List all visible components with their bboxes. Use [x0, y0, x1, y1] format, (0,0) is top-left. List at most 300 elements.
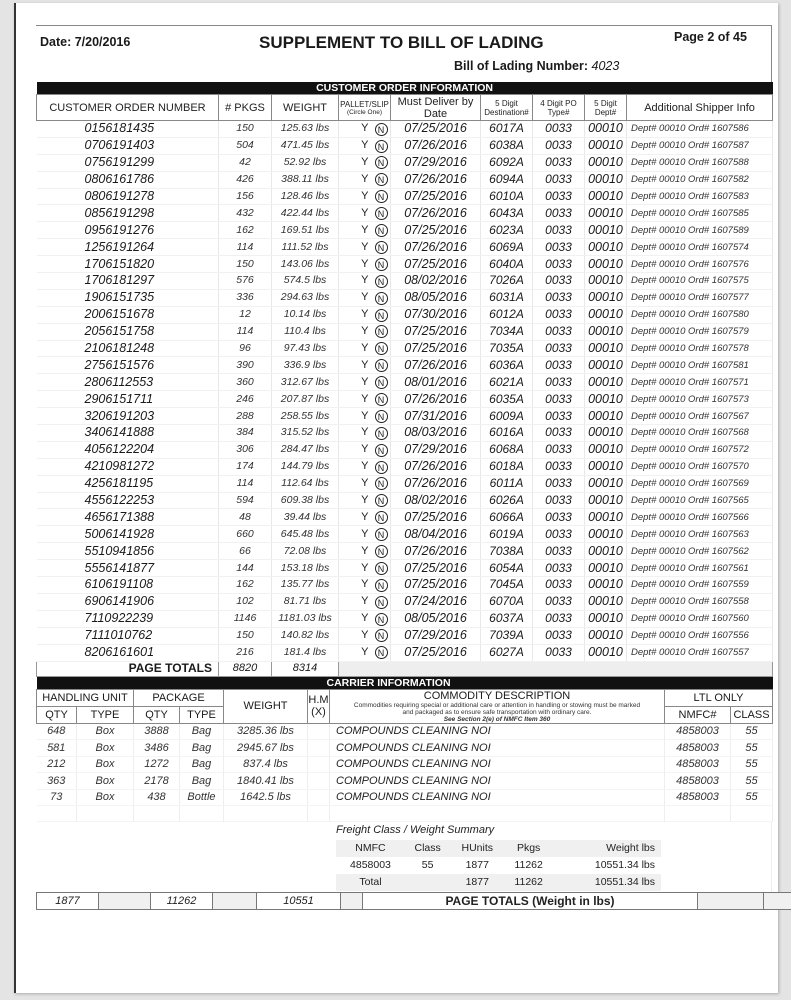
pallet-n: [375, 560, 391, 577]
shipper-info: Dept# 00010 Ord# 1607585: [627, 205, 773, 222]
nmfc-number: 4858003: [665, 773, 731, 790]
summary-nmfc: 4858003: [350, 859, 391, 871]
hu-type: Box: [77, 723, 134, 740]
order-row: [37, 425, 773, 442]
circled-n-mark: N: [375, 376, 388, 389]
order-number: 5556141877: [37, 560, 219, 577]
hm-mark: [308, 789, 330, 806]
order-weight: 294.63 lbs: [272, 289, 339, 306]
pallet-n: [375, 239, 391, 256]
order-pkgs: 114: [219, 323, 272, 340]
total-pkg-qty: 11262: [151, 893, 213, 910]
pallet-n: [375, 610, 391, 627]
deliver-date: 07/26/2016: [391, 205, 481, 222]
hu-type: Box: [77, 740, 134, 757]
dept-number: 00010: [585, 323, 627, 340]
order-row: [37, 560, 773, 577]
dept-number: 00010: [585, 306, 627, 323]
summary-area: [36, 822, 772, 892]
shipper-info: Dept# 00010 Ord# 1607562: [627, 543, 773, 560]
circled-n-mark: N: [375, 477, 388, 490]
order-pkgs: 384: [219, 425, 272, 442]
destination-code: 6070A: [481, 593, 533, 610]
carrier-section-title: CARRIER INFORMATION: [37, 677, 773, 690]
shipper-info: Dept# 00010 Ord# 1607588: [627, 154, 773, 171]
pallet-n: [375, 492, 391, 509]
pallet-y: Y: [339, 593, 375, 610]
shipper-info: Dept# 00010 Ord# 1607577: [627, 289, 773, 306]
circled-n-mark: N: [375, 596, 388, 609]
destination-code: 7026A: [481, 273, 533, 290]
pallet-n: [375, 273, 391, 290]
pallet-n: [375, 188, 391, 205]
shipper-info: Dept# 00010 Ord# 1607589: [627, 222, 773, 239]
order-row: [37, 644, 773, 661]
pallet-y: Y: [339, 441, 375, 458]
col-po-type: 4 Digit PO Type#: [533, 95, 585, 121]
bill-of-lading-number: [454, 59, 619, 73]
pkg-type: Bag: [180, 773, 224, 790]
circled-n-mark: N: [375, 292, 388, 305]
circled-n-mark: N: [375, 173, 388, 186]
summary-class: 55: [421, 859, 434, 871]
order-weight: 471.45 lbs: [272, 137, 339, 154]
dept-number: 00010: [585, 577, 627, 594]
deliver-date: 07/25/2016: [391, 121, 481, 138]
summary-total-row: [336, 874, 661, 891]
order-weight: 181.4 lbs: [272, 644, 339, 661]
hu-qty: 212: [37, 756, 77, 773]
order-number: 4256181195: [37, 475, 219, 492]
circled-n-mark: N: [375, 545, 388, 558]
order-weight: 388.11 lbs: [272, 171, 339, 188]
hu-qty: 363: [37, 773, 77, 790]
col-pallet-slip: [339, 95, 391, 121]
pallet-y: Y: [339, 560, 375, 577]
order-pkgs: 576: [219, 273, 272, 290]
pallet-y: Y: [339, 627, 375, 644]
order-number: 0806191278: [37, 188, 219, 205]
pallet-y: Y: [339, 458, 375, 475]
page-number: Page 2 of 45: [674, 30, 747, 44]
deliver-date: 07/26/2016: [391, 137, 481, 154]
col-ltl-only: LTL ONLY: [665, 689, 773, 706]
pallet-n: [375, 205, 391, 222]
deliver-date: 08/05/2016: [391, 610, 481, 627]
order-number: 5006141928: [37, 526, 219, 543]
hm-mark: [308, 723, 330, 740]
dept-number: 00010: [585, 357, 627, 374]
order-weight: 1181.03 lbs: [272, 610, 339, 627]
commodity-desc: COMPOUNDS CLEANING NOI: [330, 740, 665, 757]
order-row: [37, 222, 773, 239]
col-destination: 5 Digit Destination#: [481, 95, 533, 121]
bol-label: Bill of Lading Number:: [454, 59, 589, 73]
po-type: 0033: [533, 560, 585, 577]
destination-code: 6012A: [481, 306, 533, 323]
commodity-ref-text: See Section 2(e) of NMFC Item 360: [443, 715, 551, 723]
order-pkgs: 174: [219, 458, 272, 475]
bol-value: 4023: [591, 59, 620, 73]
carrier-header-row-1: [37, 689, 773, 706]
dept-number: 00010: [585, 593, 627, 610]
deliver-date: 07/25/2016: [391, 577, 481, 594]
carrier-row: [37, 773, 773, 790]
destination-code: 6069A: [481, 239, 533, 256]
pkg-type: Bottle: [180, 789, 224, 806]
shipper-info: Dept# 00010 Ord# 1607557: [627, 644, 773, 661]
order-weight: 112.64 lbs: [272, 475, 339, 492]
order-pkgs: 42: [219, 154, 272, 171]
order-row: [37, 408, 773, 425]
pallet-y: Y: [339, 154, 375, 171]
top-border-line: [36, 25, 771, 26]
destination-code: 6031A: [481, 289, 533, 306]
pallet-n: [375, 171, 391, 188]
order-number: 3206191203: [37, 408, 219, 425]
pallet-y: Y: [339, 509, 375, 526]
dept-number: 00010: [585, 239, 627, 256]
destination-code: 6019A: [481, 526, 533, 543]
pallet-n: [375, 391, 391, 408]
po-type: 0033: [533, 306, 585, 323]
order-pkgs: 48: [219, 509, 272, 526]
order-pkgs: 660: [219, 526, 272, 543]
circled-n-mark: N: [375, 123, 388, 136]
po-type: 0033: [533, 340, 585, 357]
pallet-n: [375, 357, 391, 374]
pkg-type: Bag: [180, 740, 224, 757]
destination-code: 7035A: [481, 340, 533, 357]
shipper-info: Dept# 00010 Ord# 1607567: [627, 408, 773, 425]
po-type: 0033: [533, 239, 585, 256]
col-hu-qty: QTY: [37, 706, 77, 723]
order-weight: 10.14 lbs: [272, 306, 339, 323]
document-title: SUPPLEMENT TO BILL OF LADING: [259, 33, 544, 52]
po-type: 0033: [533, 171, 585, 188]
shipper-info: Dept# 00010 Ord# 1607578: [627, 340, 773, 357]
order-pkgs: 150: [219, 627, 272, 644]
summary-col-weight: Weight lbs: [553, 840, 661, 857]
order-pkgs: 594: [219, 492, 272, 509]
shipper-info: Dept# 00010 Ord# 1607569: [627, 475, 773, 492]
po-type: 0033: [533, 425, 585, 442]
total-carrier-weight: 10551: [257, 893, 341, 910]
pallet-y: Y: [339, 475, 375, 492]
shipper-info: Dept# 00010 Ord# 1607568: [627, 425, 773, 442]
order-weight: 97.43 lbs: [272, 340, 339, 357]
deliver-date: 07/25/2016: [391, 644, 481, 661]
commodity-ref: [330, 716, 664, 723]
po-type: 0033: [533, 256, 585, 273]
circled-n-mark: N: [375, 629, 388, 642]
col-pallet-label: PALLET/SLIP: [340, 99, 389, 109]
total-class-blank: [764, 893, 791, 910]
po-type: 0033: [533, 644, 585, 661]
order-number: 0706191403: [37, 137, 219, 154]
col-dept: 5 Digit Dept#: [585, 95, 627, 121]
order-pkgs: 216: [219, 644, 272, 661]
pallet-y: Y: [339, 425, 375, 442]
pkg-qty: 438: [134, 789, 180, 806]
order-number: 1256191264: [37, 239, 219, 256]
dept-number: 00010: [585, 171, 627, 188]
empty-cell: [308, 806, 330, 822]
pallet-n: [375, 121, 391, 138]
nmfc-number: 4858003: [665, 723, 731, 740]
order-weight: 39.44 lbs: [272, 509, 339, 526]
empty-cell: [330, 806, 665, 822]
destination-code: 7038A: [481, 543, 533, 560]
order-number: 2806112553: [37, 374, 219, 391]
order-pkgs: 504: [219, 137, 272, 154]
destination-code: 6011A: [481, 475, 533, 492]
shipper-info: Dept# 00010 Ord# 1607556: [627, 627, 773, 644]
summary-hunits: 1877: [465, 859, 489, 871]
document-date: Date: 7/20/2016: [40, 35, 131, 49]
order-weight: 312.67 lbs: [272, 374, 339, 391]
summary-col-hunits: HUnits: [450, 840, 504, 857]
order-weight: 336.9 lbs: [272, 357, 339, 374]
dept-number: 00010: [585, 121, 627, 138]
pkg-type: Bag: [180, 756, 224, 773]
dept-number: 00010: [585, 408, 627, 425]
circled-n-mark: N: [375, 494, 388, 507]
circled-n-mark: N: [375, 444, 388, 457]
shipper-info: Dept# 00010 Ord# 1607574: [627, 239, 773, 256]
document-body: [36, 82, 772, 910]
order-number: 0756191299: [37, 154, 219, 171]
deliver-date: 07/25/2016: [391, 560, 481, 577]
order-weight: 422.44 lbs: [272, 205, 339, 222]
summary-col-class: Class: [405, 840, 450, 857]
order-row: [37, 577, 773, 594]
po-type: 0033: [533, 543, 585, 560]
po-type: 0033: [533, 441, 585, 458]
order-number: 1706181297: [37, 273, 219, 290]
col-carrier-weight: WEIGHT: [224, 689, 308, 723]
order-weight: 128.46 lbs: [272, 188, 339, 205]
shipper-info: Dept# 00010 Ord# 1607580: [627, 306, 773, 323]
order-number: 4056122204: [37, 441, 219, 458]
po-type: 0033: [533, 205, 585, 222]
deliver-date: 08/02/2016: [391, 492, 481, 509]
order-number: 2756151576: [37, 357, 219, 374]
pallet-n: [375, 289, 391, 306]
order-row: [37, 543, 773, 560]
deliver-date: 07/26/2016: [391, 357, 481, 374]
freight-summary-title: Freight Class / Weight Summary: [336, 824, 495, 836]
order-weight: 72.08 lbs: [272, 543, 339, 560]
circled-n-mark: N: [375, 342, 388, 355]
pallet-y: Y: [339, 256, 375, 273]
pallet-y: Y: [339, 644, 375, 661]
order-row: [37, 627, 773, 644]
pallet-y: Y: [339, 492, 375, 509]
carrier-page-totals: [36, 892, 791, 910]
order-pkgs: 114: [219, 475, 272, 492]
customer-order-section-title: CUSTOMER ORDER INFORMATION: [37, 82, 773, 95]
dept-number: 00010: [585, 222, 627, 239]
hm-mark: [308, 740, 330, 757]
destination-code: 6092A: [481, 154, 533, 171]
order-weight: 111.52 lbs: [272, 239, 339, 256]
deliver-date: 07/25/2016: [391, 340, 481, 357]
shipper-info: Dept# 00010 Ord# 1607565: [627, 492, 773, 509]
total-hu-qty: 1877: [37, 893, 99, 910]
po-type: 0033: [533, 137, 585, 154]
order-row: [37, 610, 773, 627]
po-type: 0033: [533, 323, 585, 340]
pallet-y: Y: [339, 543, 375, 560]
dept-number: 00010: [585, 560, 627, 577]
order-weight: 153.18 lbs: [272, 560, 339, 577]
pallet-n: [375, 408, 391, 425]
order-number: 0156181435: [37, 121, 219, 138]
totals-filler: [339, 661, 773, 676]
summary-total-weight: 10551.34 lbs: [553, 874, 661, 891]
order-pkgs: 12: [219, 306, 272, 323]
summary-total-label: Total: [336, 874, 405, 891]
circled-n-mark: N: [375, 207, 388, 220]
order-weight: 143.06 lbs: [272, 256, 339, 273]
pallet-n: [375, 593, 391, 610]
nmfc-number: 4858003: [665, 756, 731, 773]
circled-n-mark: N: [375, 275, 388, 288]
hm-mark: [308, 756, 330, 773]
pkg-type: Bag: [180, 723, 224, 740]
circled-n-mark: N: [375, 359, 388, 372]
shipper-info: Dept# 00010 Ord# 1607583: [627, 188, 773, 205]
order-row: [37, 171, 773, 188]
deliver-date: 07/25/2016: [391, 188, 481, 205]
commodity-note: Commodities requiring special or additional care or attention in handling or stowing must be marked and packaged as to ensure safe transportation with ordinary care.: [353, 701, 641, 716]
po-type: 0033: [533, 154, 585, 171]
pallet-n: [375, 256, 391, 273]
pallet-y: Y: [339, 188, 375, 205]
order-number: 6906141906: [37, 593, 219, 610]
order-weight: 258.55 lbs: [272, 408, 339, 425]
order-row: [37, 239, 773, 256]
destination-code: 6066A: [481, 509, 533, 526]
pallet-n: [375, 627, 391, 644]
hu-type: Box: [77, 789, 134, 806]
dept-number: 00010: [585, 441, 627, 458]
order-weight: 169.51 lbs: [272, 222, 339, 239]
pallet-n: [375, 374, 391, 391]
freight-class: 55: [731, 789, 773, 806]
circled-n-mark: N: [375, 646, 388, 659]
deliver-date: 08/04/2016: [391, 526, 481, 543]
destination-code: 6010A: [481, 188, 533, 205]
order-weight: 574.5 lbs: [272, 273, 339, 290]
pallet-y: Y: [339, 239, 375, 256]
order-pkgs: 426: [219, 171, 272, 188]
total-weight: 8314: [272, 661, 339, 676]
carrier-weight: 837.4 lbs: [224, 756, 308, 773]
order-weight: 284.47 lbs: [272, 441, 339, 458]
col-hu-type: TYPE: [77, 706, 134, 723]
right-border-line: [771, 25, 772, 90]
order-weight: 144.79 lbs: [272, 458, 339, 475]
shipper-info: Dept# 00010 Ord# 1607570: [627, 458, 773, 475]
dept-number: 00010: [585, 137, 627, 154]
deliver-date: 07/24/2016: [391, 593, 481, 610]
order-row: [37, 475, 773, 492]
order-row: [37, 357, 773, 374]
col-pkg-type: TYPE: [180, 706, 224, 723]
pallet-y: Y: [339, 273, 375, 290]
pallet-y: Y: [339, 323, 375, 340]
shipper-info: Dept# 00010 Ord# 1607581: [627, 357, 773, 374]
order-row: [37, 205, 773, 222]
order-pkgs: 96: [219, 340, 272, 357]
carrier-weight: 2945.67 lbs: [224, 740, 308, 757]
destination-code: 6054A: [481, 560, 533, 577]
order-pkgs: 360: [219, 374, 272, 391]
pallet-y: Y: [339, 205, 375, 222]
order-number: 7111010762: [37, 627, 219, 644]
circled-n-mark: N: [375, 258, 388, 271]
order-number: 4556122253: [37, 492, 219, 509]
commodity-desc: COMPOUNDS CLEANING NOI: [330, 773, 665, 790]
freight-class: 55: [731, 740, 773, 757]
order-weight: 110.4 lbs: [272, 323, 339, 340]
dept-number: 00010: [585, 509, 627, 526]
destination-code: 6027A: [481, 644, 533, 661]
dept-number: 00010: [585, 526, 627, 543]
empty-cell: [224, 806, 308, 822]
destination-code: 6043A: [481, 205, 533, 222]
shipper-info: Dept# 00010 Ord# 1607572: [627, 441, 773, 458]
col-weight: WEIGHT: [272, 95, 339, 121]
order-row: [37, 137, 773, 154]
destination-code: 6035A: [481, 391, 533, 408]
hu-qty: 648: [37, 723, 77, 740]
pallet-y: Y: [339, 577, 375, 594]
destination-code: 6040A: [481, 256, 533, 273]
shipper-info: Dept# 00010 Ord# 1607582: [627, 171, 773, 188]
pkg-qty: 3486: [134, 740, 180, 757]
summary-weight: 10551.34 lbs: [594, 859, 655, 871]
deliver-date: 08/03/2016: [391, 425, 481, 442]
carrier-row: [37, 756, 773, 773]
order-number: 2906151711: [37, 391, 219, 408]
po-type: 0033: [533, 458, 585, 475]
col-commodity: [330, 689, 665, 723]
order-number: 1706151820: [37, 256, 219, 273]
circled-n-mark: N: [375, 511, 388, 524]
carrier-page-totals-label: PAGE TOTALS (Weight in lbs): [363, 893, 698, 910]
order-weight: 125.63 lbs: [272, 121, 339, 138]
freight-class: 55: [731, 756, 773, 773]
order-row: [37, 391, 773, 408]
summary-header-row: [336, 840, 661, 857]
dept-number: 00010: [585, 458, 627, 475]
nmfc-number: 4858003: [665, 740, 731, 757]
pkg-qty: 1272: [134, 756, 180, 773]
dept-number: 00010: [585, 256, 627, 273]
order-row: [37, 374, 773, 391]
dept-number: 00010: [585, 627, 627, 644]
pallet-y: Y: [339, 610, 375, 627]
order-pkgs: 246: [219, 391, 272, 408]
shipper-info: Dept# 00010 Ord# 1607561: [627, 560, 773, 577]
order-number: 2006151678: [37, 306, 219, 323]
order-pkgs: 114: [219, 239, 272, 256]
deliver-date: 07/26/2016: [391, 239, 481, 256]
circled-n-mark: N: [375, 528, 388, 541]
